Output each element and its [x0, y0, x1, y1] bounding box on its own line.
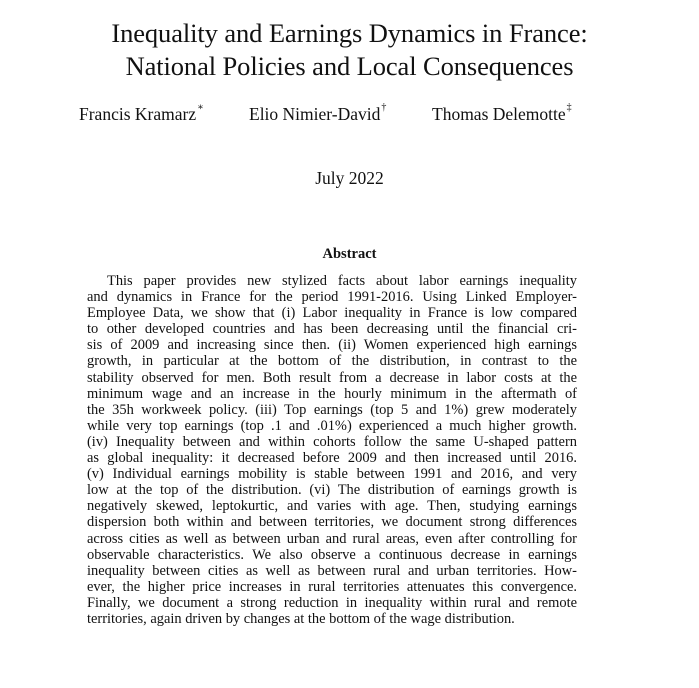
abstract-line: negatively skewed, leptokurtic, and varies with age. Then, studying earnings	[87, 498, 577, 515]
abstract-line: territories, again driven by changes at the bottom of the wage distribution.	[87, 610, 515, 627]
author-1	[79, 104, 204, 125]
abstract-line: sis of 2009 and increasing since then. (ii) Women experienced high earnings	[87, 337, 577, 354]
abstract-heading: Abstract	[322, 246, 377, 262]
abstract-line: to other developed countries and has been decreasing until the financial cri-	[87, 321, 577, 338]
abstract-line: inequality between cities as well as between rural and urban territories. How-	[87, 562, 577, 579]
abstract-line: minimum wage and an increase in the hourly minimum in the aftermath of	[87, 385, 577, 402]
abstract-line: (iv) Inequality between and within cohorts follow the same U-shaped pattern	[87, 433, 577, 450]
title-line-1: Inequality and Earnings Dynamics in France:	[111, 18, 588, 48]
author-name: Francis Kramarz	[79, 104, 197, 124]
abstract-line: low at the top of the distribution. (vi) The distribution of earnings growth is	[87, 482, 577, 499]
abstract-line: (v) Individual earnings mobility is stable between 1991 and 2016, and very	[87, 466, 577, 483]
abstract-line: stability observed for men. Both result from a decrease in labor costs at the	[87, 369, 577, 386]
author-2	[249, 104, 386, 125]
author-footnote-mark: ∗	[197, 102, 204, 113]
abstract-line: Finally, we document a strong reduction in inequality within rural and remote	[87, 594, 577, 611]
author-footnote-mark: ‡	[566, 102, 572, 113]
abstract-line: the 35h workweek policy. (iii) Top earnings (top 5 and 1%) grew moderately	[87, 401, 577, 418]
title-line-2: National Policies and Local Consequences	[125, 51, 574, 81]
author-name: Thomas Delemotte	[432, 104, 566, 124]
abstract-line: observable characteristics. We also observe a continuous decrease in earnings	[87, 546, 577, 563]
author-list	[79, 104, 599, 126]
abstract-line: ever, the higher price increases in rural territories attenuates this convergence.	[87, 578, 577, 595]
publication-date: July 2022	[315, 168, 384, 188]
abstract-line: as global inequality: it decreased before 2009 and then increased until 2016.	[87, 450, 577, 467]
abstract-line: and dynamics in France for the period 1991-2016. Using Linked Employer-	[87, 289, 577, 306]
abstract-line: while very top earnings (top .1 and .01%) experienced a much higher growth.	[87, 417, 577, 434]
abstract-line: This paper provides new stylized facts about labor earnings inequality	[107, 273, 577, 289]
abstract-line: across cities as well as between urban and rural areas, even after controlling for	[87, 530, 577, 547]
abstract-line: growth, in particular at the bottom of the distribution, in contrast to the	[87, 353, 577, 370]
author-name: Elio Nimier-David	[249, 104, 381, 124]
author-footnote-mark: †	[381, 102, 387, 113]
abstract-body	[87, 273, 577, 627]
author-3	[432, 104, 572, 125]
paper-title	[0, 17, 679, 83]
abstract-line: Employee Data, we show that (i) Labor inequality in France is low compared	[87, 305, 577, 322]
abstract-line: dispersion both within and between territories, we document strong differences	[87, 514, 577, 531]
